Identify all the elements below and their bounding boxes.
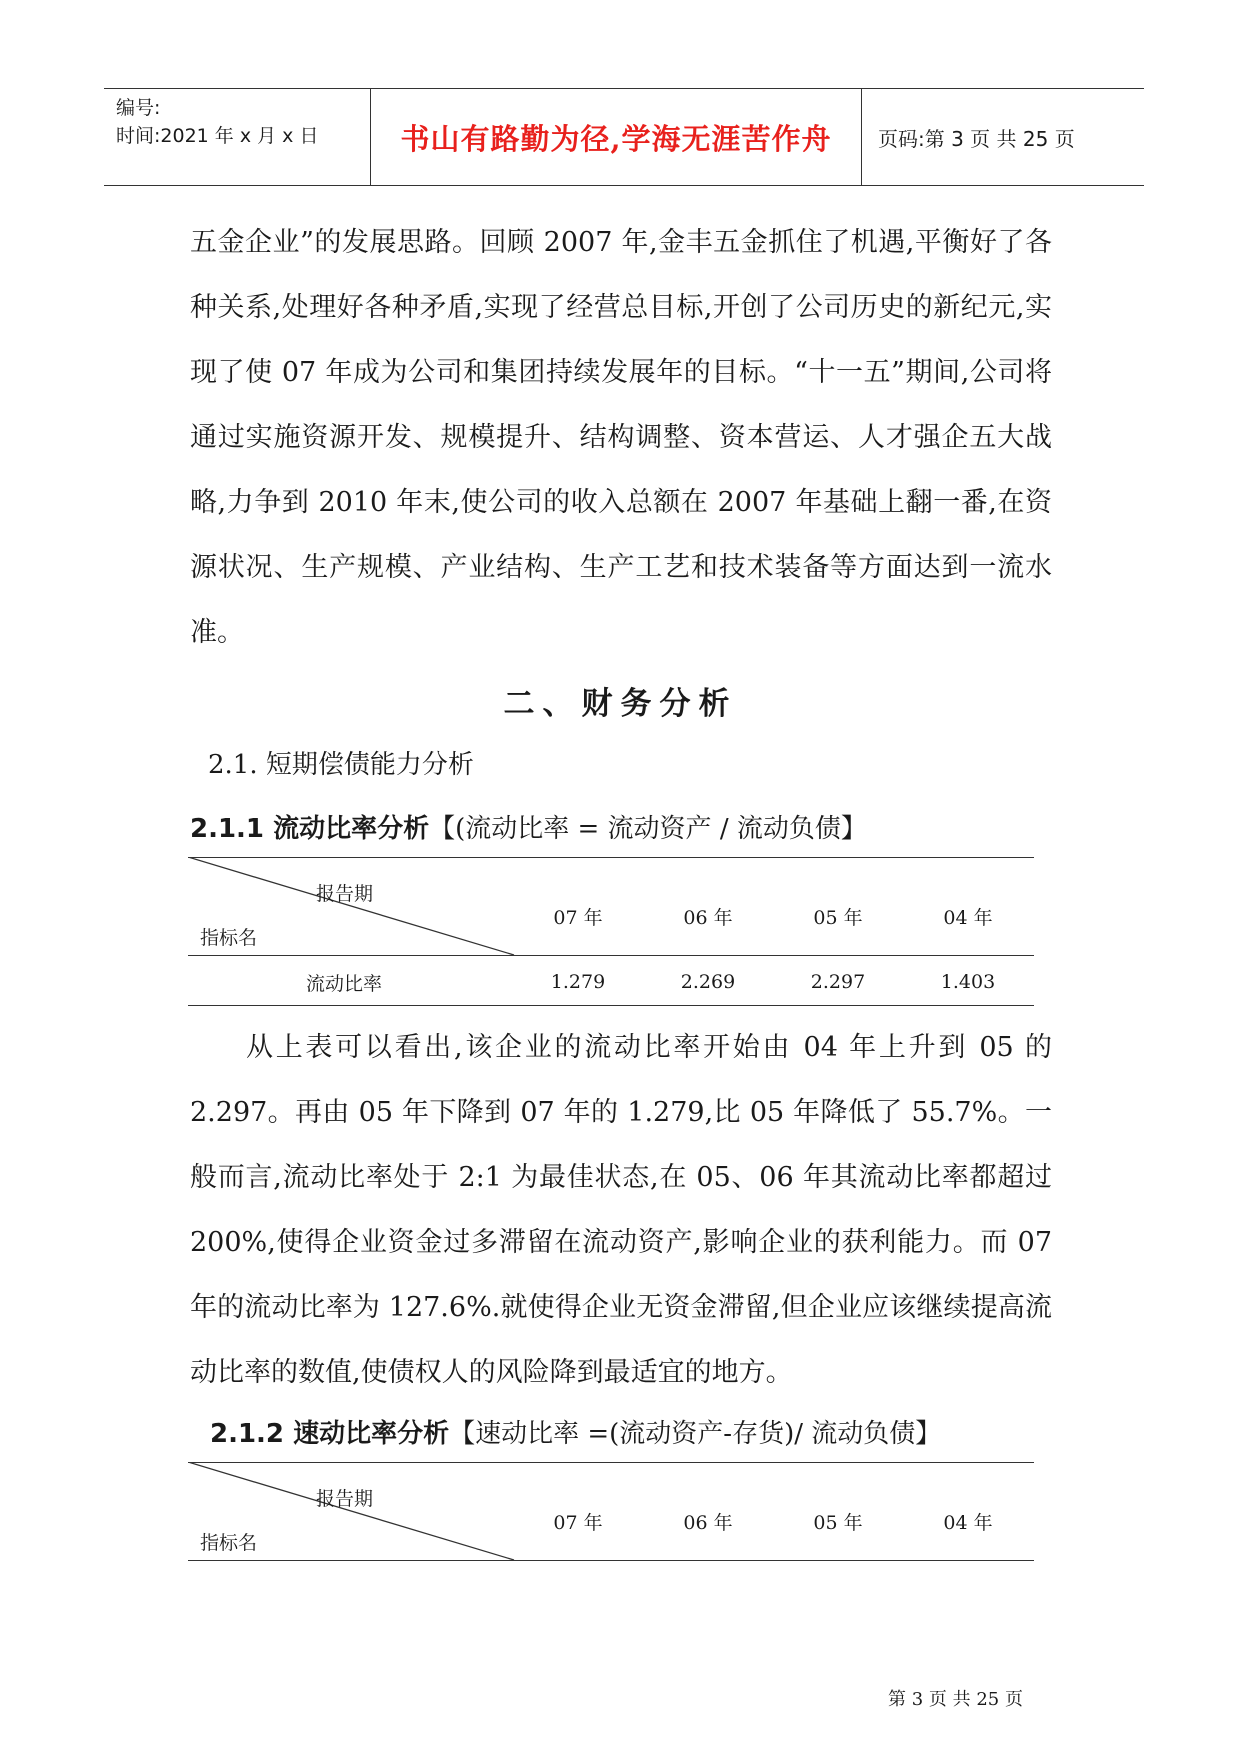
- header-meta: [116, 89, 371, 185]
- table-header-rule: [188, 955, 1034, 956]
- table-cell: 2.269: [680, 971, 736, 993]
- table-cell: 1.403: [940, 971, 996, 993]
- table-corner-period: 报告期: [316, 883, 374, 905]
- subsection-heading: 2.1. 短期偿债能力分析: [208, 750, 474, 780]
- table-cell: 2.297: [810, 971, 866, 993]
- table-corner-indicator: 指标名: [200, 1532, 258, 1554]
- header-page-cell: [862, 89, 1144, 185]
- table-corner-indicator: 指标名: [200, 927, 258, 949]
- header-motto-cell: [371, 89, 862, 185]
- section-title: 二、财务分析: [503, 686, 738, 722]
- table1-title: [190, 808, 867, 845]
- table-corner-period: 报告期: [316, 1488, 374, 1510]
- table1-title-bold: 2.1.1 流动比率分析: [190, 814, 430, 844]
- header-page-number: 页码:第 3 页 共 25 页: [878, 126, 1075, 151]
- document-number-label: 编号:: [116, 97, 161, 119]
- quick-ratio-table: [188, 1462, 1034, 1566]
- current-ratio-table: [188, 857, 1034, 1007]
- header-motto: 书山有路勤为径,学海无涯苦作舟: [400, 121, 832, 156]
- table2-title: [210, 1413, 941, 1450]
- table2-title-bold: 2.1.2 速动比率分析: [210, 1419, 450, 1449]
- table-row-label: 流动比率: [306, 973, 383, 995]
- table-column-header: 04 年: [943, 907, 993, 929]
- table-column-header: 05 年: [813, 1512, 863, 1534]
- table-column-header: 06 年: [683, 1512, 733, 1534]
- page-header: [104, 88, 1144, 186]
- table2-title-formula: 【速动比率 =(流动资产-存货)/ 流动负债】: [449, 1419, 942, 1449]
- table-column-header: 07 年: [553, 907, 603, 929]
- table-cell: 1.279: [550, 971, 606, 993]
- body-paragraph-2: 从上表可以看出,该企业的流动比率开始由 04 年上升到 05 的 2.297。再由 05 年下降到 07 年的 1.279,比 05 年降低了 55.7%。一般而言,流动比率处于 2:1 为最佳状态,在 05、06 年其流动比率都超过 200%,使得企业资金过多滞留在流动资产,影响企业的获利能力。而 07 年的流动比率为 127.6%.就使得企业无资金滞留,但企业应该继续提高流动比率的数值,使债权人的风险降到最适宜的地方。: [190, 1032, 1052, 1388]
- table-column-header: 06 年: [683, 907, 733, 929]
- table-column-header: 05 年: [813, 907, 863, 929]
- page-footer: 第 3 页 共 25 页: [888, 1689, 1023, 1710]
- table1-title-formula: 【(流动比率 = 流动资产 / 流动负债】: [429, 814, 867, 844]
- table-header-rule: [188, 1560, 1034, 1561]
- table-bottom-rule: [188, 1005, 1034, 1006]
- table-column-header: 04 年: [943, 1512, 993, 1534]
- body-paragraph-1: 五金企业”的发展思路。回顾 2007 年,金丰五金抓住了机遇,平衡好了各种关系,处理好各种矛盾,实现了经营总目标,开创了公司历史的新纪元,实现了使 07 年成为公司和集团持续发展年的目标。“十一五”期间,公司将通过实施资源开发、规模提升、结构调整、资本营运、人才强企五大战略,力争到 2010 年末,使公司的收入总额在 2007 年基础上翻一番,在资源状况、生产规模、产业结构、生产工艺和技术装备等方面达到一流水准。: [190, 227, 1052, 648]
- table-column-header: 07 年: [553, 1512, 603, 1534]
- document-time-label: 时间:2021 年 x 月 x 日: [116, 125, 319, 147]
